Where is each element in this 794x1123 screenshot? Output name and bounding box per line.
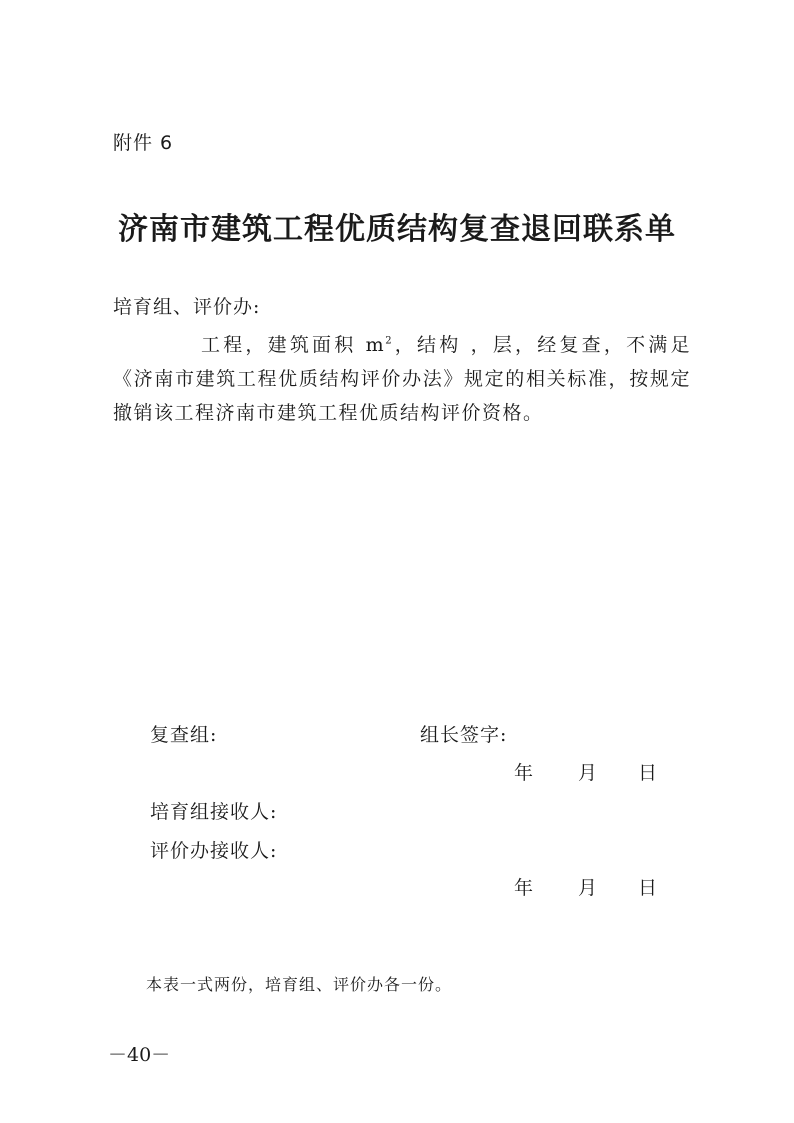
- evaluation-office-receiver-label: 评价办接收人:: [150, 840, 278, 862]
- page-number: －40－: [108, 1044, 171, 1066]
- body-text-part2: ，结构 ，层，经复查，不满足《济南市建筑工程优质结构评价办法》规定的相关标准，按规定撤销该工程济南市建筑工程优质结构评价资格。: [113, 334, 691, 424]
- attachment-label: 附件 6: [113, 132, 174, 154]
- addressee: 培育组、评价办:: [113, 296, 261, 318]
- review-group-label: 复查组:: [150, 724, 218, 746]
- date-year: 年: [514, 877, 534, 899]
- copies-note: 本表一式两份，培育组、评价办各一份。: [146, 975, 453, 994]
- body-text-part1: 工程，建筑面积 m: [201, 334, 386, 356]
- cultivation-group-receiver-label: 培育组接收人:: [150, 801, 278, 823]
- date-day: 日: [638, 877, 658, 899]
- area-unit-superscript: 2: [385, 335, 394, 347]
- document-title: 济南市建筑工程优质结构复查退回联系单: [118, 212, 676, 247]
- date-year: 年: [514, 762, 534, 784]
- date-month: 月: [578, 762, 598, 784]
- date-month: 月: [578, 877, 598, 899]
- date-day: 日: [638, 762, 658, 784]
- leader-signature-label: 组长签字:: [420, 724, 508, 746]
- body-paragraph: [113, 328, 691, 430]
